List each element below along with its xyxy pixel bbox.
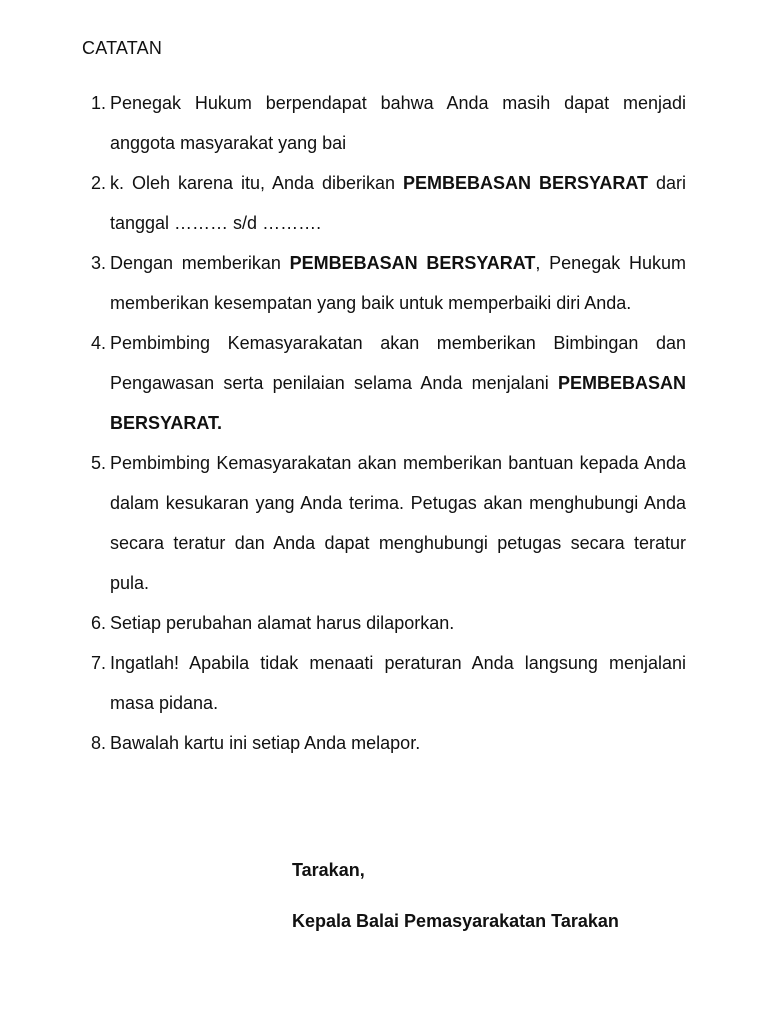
note-text	[110, 653, 686, 713]
note-item	[72, 603, 686, 643]
note-text-run: Setiap perubahan alamat harus dilaporkan.	[110, 613, 455, 633]
document-title: CATATAN	[82, 38, 163, 58]
note-text-run: dari tanggal ……… s/d ……….	[110, 173, 687, 233]
note-text	[110, 93, 686, 153]
note-item	[72, 243, 686, 323]
note-text-run: , Penegak Hukum memberikan kesempatan yang baik untuk memperbaiki diri Anda.	[110, 253, 686, 313]
note-item	[72, 163, 686, 243]
note-text	[110, 253, 686, 313]
note-number: 1.	[90, 93, 106, 113]
note-text-run: Ingatlah! Apabila tidak menaati peraturan Anda langsung menjalani masa pidana.	[110, 653, 686, 713]
signature-office: Kepala Balai Pemasyarakatan Tarakan	[292, 911, 619, 931]
note-text-run: Dengan memberikan	[110, 253, 290, 273]
note-number: 3.	[90, 253, 106, 273]
note-item	[72, 643, 686, 723]
note-item	[72, 323, 686, 443]
note-number: 5.	[90, 453, 106, 473]
note-text-run: Bawalah kartu ini setiap Anda melapor.	[110, 733, 421, 753]
note-text	[110, 733, 420, 753]
note-text-run: Penegak Hukum berpendapat bahwa Anda masih dapat menjadi anggota masyarakat yang bai	[110, 93, 686, 153]
note-number: 4.	[90, 333, 106, 353]
note-text-run: Pembimbing Kemasyarakatan akan memberikan bantuan kepada Anda dalam kesukaran yang Anda terima. Petugas akan menghubungi Anda secara teratur dan Anda dapat menghubungi petugas secara teratur pula.	[110, 453, 686, 593]
notes-list	[72, 83, 686, 763]
note-text-run: k. Oleh karena itu, Anda diberikan	[110, 173, 403, 193]
note-number: 7.	[90, 653, 106, 673]
note-text-emphasis: PEMBEBASAN BERSYARAT	[403, 173, 649, 193]
note-number: 6.	[90, 613, 106, 633]
note-number: 2.	[90, 173, 106, 193]
signature-place: Tarakan,	[292, 860, 365, 880]
note-text	[110, 173, 686, 233]
note-text-run: Pembimbing Kemasyarakatan akan memberikan Bimbingan dan Pengawasan serta penilaian selama Anda menjalani	[110, 333, 686, 393]
note-text	[110, 333, 686, 433]
note-item	[72, 83, 686, 163]
note-text	[110, 453, 686, 593]
note-text-emphasis: PEMBEBASAN BERSYARAT.	[110, 373, 686, 433]
note-text-emphasis: PEMBEBASAN BERSYARAT	[289, 253, 536, 273]
signature-block	[292, 858, 619, 933]
note-text	[110, 613, 454, 633]
note-item	[72, 443, 686, 603]
note-number: 8.	[90, 733, 106, 753]
note-item	[72, 723, 686, 763]
